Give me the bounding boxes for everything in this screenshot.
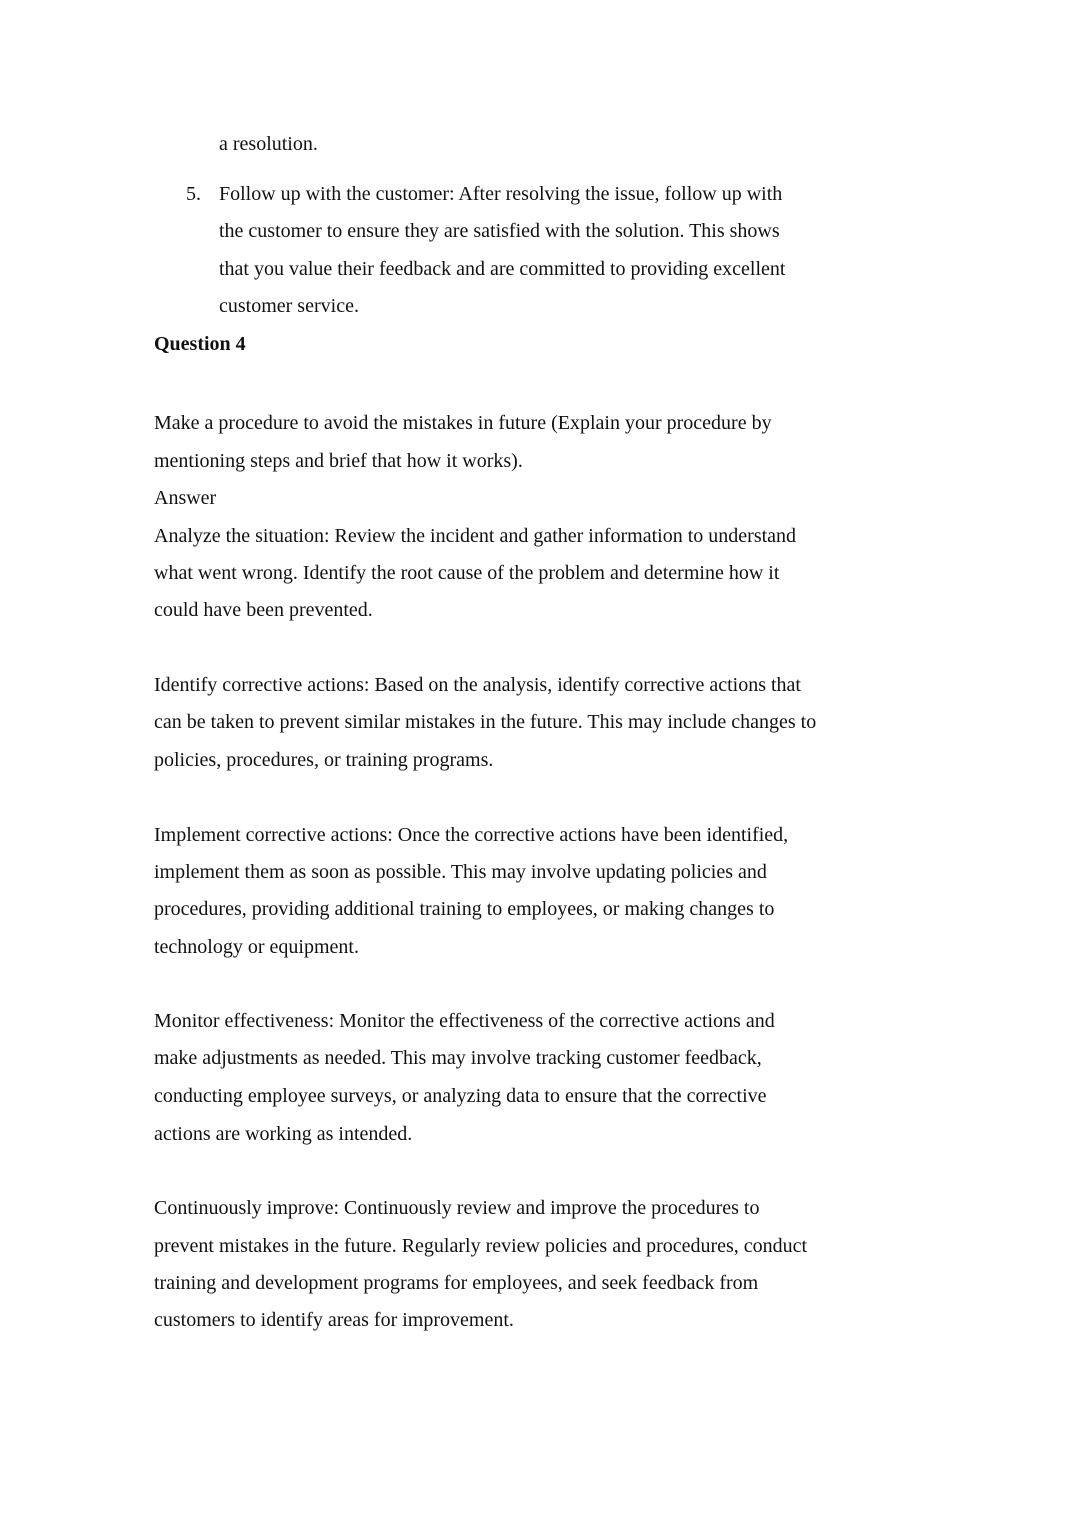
- list-item-line: Follow up with the customer: After resolving the issue, follow up with: [219, 183, 783, 205]
- paragraph-line: prevent mistakes in the future. Regularly review policies and procedures, conduct: [154, 1235, 808, 1257]
- paragraph-line: technology or equipment.: [154, 936, 359, 958]
- paragraph-line: policies, procedures, or training programs.: [154, 749, 494, 771]
- paragraph-line: actions are working as intended.: [154, 1123, 413, 1145]
- paragraph-line: customers to identify areas for improvement.: [154, 1309, 514, 1331]
- question-prompt-line: mentioning steps and brief that how it works).: [154, 450, 523, 472]
- paragraph-line: Monitor effectiveness: Monitor the effectiveness of the corrective actions and: [154, 1010, 775, 1032]
- list-item-line: the customer to ensure they are satisfied with the solution. This shows: [219, 220, 780, 242]
- paragraph-line: conducting employee surveys, or analyzing data to ensure that the corrective: [154, 1085, 767, 1107]
- paragraph-line: Identify corrective actions: Based on the analysis, identify corrective actions that: [154, 674, 801, 696]
- paragraph-line: procedures, providing additional training to employees, or making changes to: [154, 898, 775, 920]
- paragraph-line: what went wrong. Identify the root cause of the problem and determine how it: [154, 562, 780, 584]
- list-item-number: 5.: [186, 183, 201, 205]
- answer-label: Answer: [154, 487, 217, 509]
- list-item-line: customer service.: [219, 295, 359, 317]
- paragraph-line: could have been prevented.: [154, 599, 373, 621]
- paragraph-line: Implement corrective actions: Once the corrective actions have been identified,: [154, 824, 789, 846]
- paragraph-line: make adjustments as needed. This may involve tracking customer feedback,: [154, 1047, 762, 1069]
- paragraph-line: implement them as soon as possible. This may involve updating policies and: [154, 861, 767, 883]
- paragraph-line: Continuously improve: Continuously review and improve the procedures to: [154, 1197, 760, 1219]
- paragraph-line: Analyze the situation: Review the incident and gather information to understand: [154, 525, 797, 547]
- continuation-text: a resolution.: [219, 133, 318, 155]
- paragraph-line: training and development programs for employees, and seek feedback from: [154, 1272, 759, 1294]
- paragraph-line: can be taken to prevent similar mistakes in the future. This may include changes to: [154, 711, 817, 733]
- question-heading: Question 4: [154, 333, 246, 355]
- question-prompt-line: Make a procedure to avoid the mistakes in future (Explain your procedure by: [154, 412, 772, 434]
- list-item-line: that you value their feedback and are committed to providing excellent: [219, 258, 786, 280]
